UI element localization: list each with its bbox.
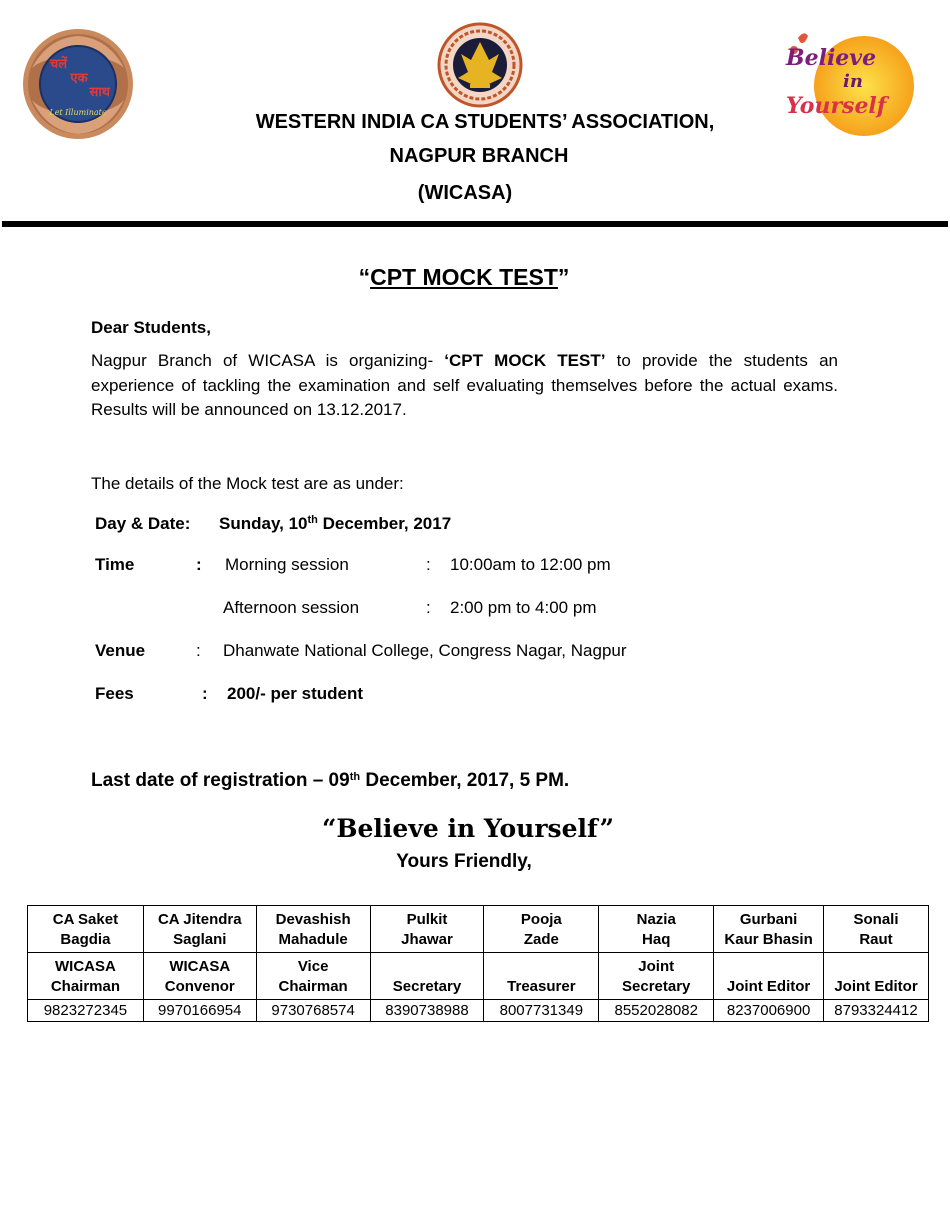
- branch-name: NAGPUR BRANCH: [389, 145, 569, 167]
- org-name: WESTERN INDIA CA STUDENTS’ ASSOCIATION,: [255, 111, 715, 133]
- table-row-roles: [28, 953, 929, 1000]
- member-role-cell: Treasurer: [484, 953, 599, 1000]
- member-role-cell: Joint Editor: [824, 953, 929, 1000]
- member-name-cell: Pulkit Jhawar: [370, 906, 484, 953]
- closing-line: Yours Friendly,: [396, 851, 532, 872]
- icai-emblem: [437, 22, 523, 108]
- member-phone-cell: 8237006900: [714, 1000, 824, 1022]
- morning-session-label: Morning session: [225, 555, 349, 574]
- org-abbreviation: (WICASA): [417, 182, 513, 204]
- member-phone-cell: 8552028082: [599, 1000, 714, 1022]
- day-date-label: Day & Date:: [95, 514, 191, 533]
- afternoon-colon: :: [426, 598, 431, 617]
- header-divider: [2, 221, 948, 227]
- member-name-cell: Devashish Mahadule: [256, 906, 370, 953]
- member-phone-cell: 8793324412: [824, 1000, 929, 1022]
- member-phone-cell: 8390738988: [370, 1000, 484, 1022]
- fees-colon: :: [202, 684, 208, 703]
- fees-label: Fees: [95, 684, 134, 703]
- venue-colon: :: [196, 641, 201, 660]
- fees-value: 200/- per student: [227, 684, 364, 703]
- committee-table: [27, 905, 929, 1022]
- member-name-cell: CA Saket Bagdia: [28, 906, 144, 953]
- member-phone-cell: 9823272345: [28, 1000, 144, 1022]
- member-phone-cell: 8007731349: [484, 1000, 599, 1022]
- member-phone-cell: 9970166954: [143, 1000, 256, 1022]
- member-name-cell: Pooja Zade: [484, 906, 599, 953]
- believe-in-yourself-logo: Believe in Yourself: [778, 28, 918, 140]
- chalein-ek-saath-logo: Let Illuminate चलें एक साथ: [18, 28, 138, 140]
- details-intro: The details of the Mock test are as under:: [91, 474, 404, 493]
- salutation: Dear Students,: [91, 318, 211, 337]
- member-role-cell: Vice Chairman: [256, 953, 370, 1000]
- member-name-cell: Gurbani Kaur Bhasin: [714, 906, 824, 953]
- registration-deadline: Last date of registration – 09th December, 2017, 5 PM.: [91, 770, 570, 791]
- morning-session-time: 10:00am to 12:00 pm: [450, 555, 611, 574]
- member-name-cell: Sonali Raut: [824, 906, 929, 953]
- intro-paragraph: Nagpur Branch of WICASA is organizing- ‘CPT MOCK TEST’ to provide the students an experience of tackling the examination and self evaluating themselves before the actual exams. Results will be announced on 13.12.2017.: [91, 351, 838, 419]
- afternoon-session-label: Afternoon session: [223, 598, 360, 617]
- venue-label: Venue: [95, 641, 146, 660]
- venue-value: Dhanwate National College, Congress Nagar, Nagpur: [223, 641, 627, 660]
- member-name-cell: CA Jitendra Saglani: [143, 906, 256, 953]
- svg-text:Let Illuminate: Let Illuminate: [49, 108, 107, 117]
- member-role-cell: WICASA Convenor: [143, 953, 256, 1000]
- member-role-cell: Secretary: [370, 953, 484, 1000]
- member-phone-cell: 9730768574: [256, 1000, 370, 1022]
- afternoon-session-time: 2:00 pm to 4:00 pm: [450, 598, 597, 617]
- motto-quote: “Believe in Yourself”: [322, 814, 614, 843]
- member-name-cell: Nazia Haq: [599, 906, 714, 953]
- member-role-cell: Joint Editor: [714, 953, 824, 1000]
- day-date-value: Sunday, 10th December, 2017: [219, 514, 452, 533]
- member-role-cell: WICASA Chairman: [28, 953, 144, 1000]
- morning-colon: :: [426, 555, 431, 574]
- table-row-phones: [28, 1000, 929, 1022]
- member-role-cell: Joint Secretary: [599, 953, 714, 1000]
- page-title: “CPT MOCK TEST”: [358, 264, 570, 290]
- time-colon: :: [196, 555, 202, 574]
- table-row-names: [28, 906, 929, 953]
- time-label: Time: [95, 555, 135, 574]
